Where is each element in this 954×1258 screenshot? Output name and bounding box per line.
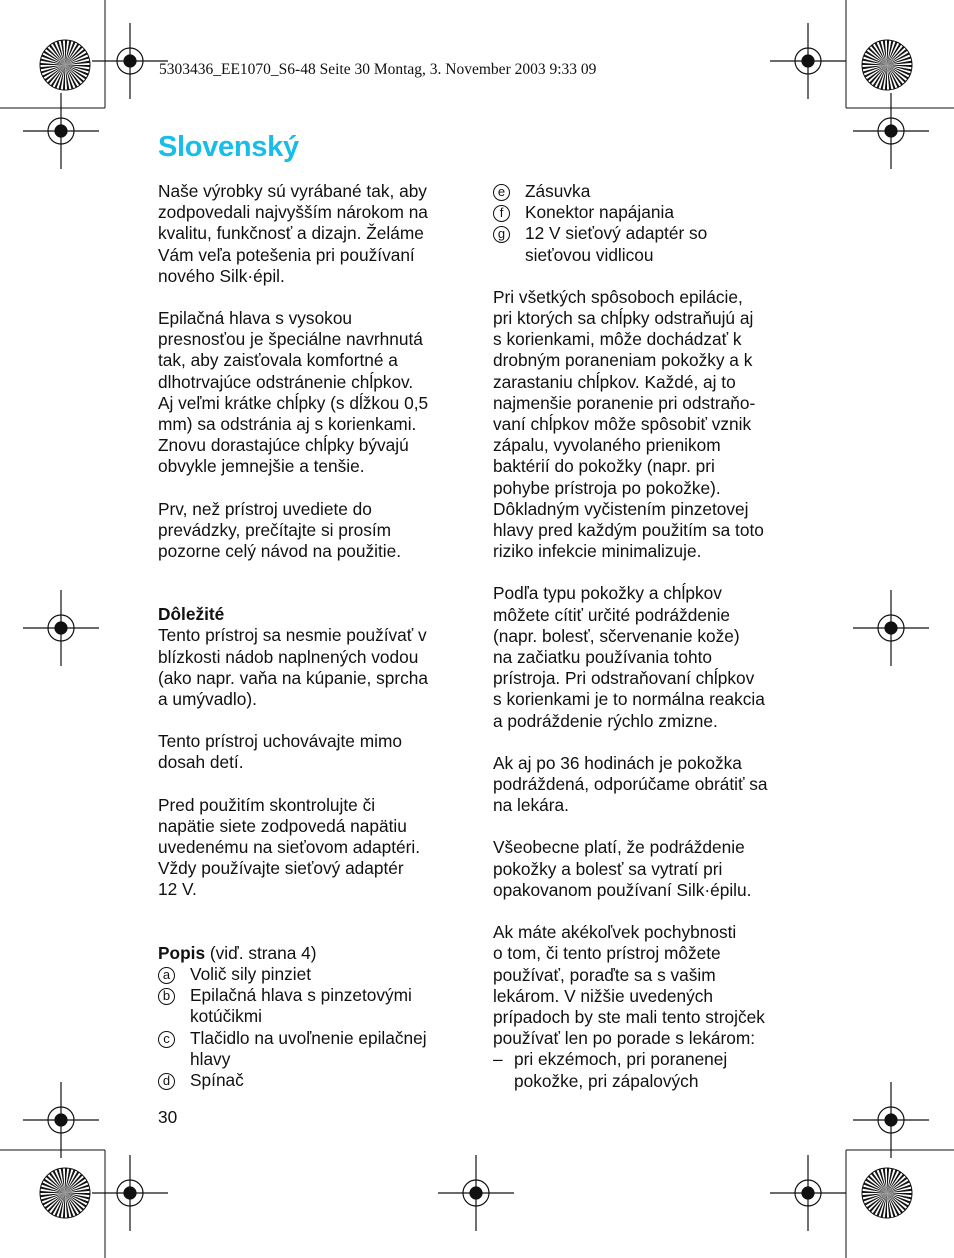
text-line: Ak máte akékoľvek pochybnosti [493,922,737,943]
dash-item-text [514,1049,793,1091]
description-item [493,223,793,265]
text-line: prevádzky, prečítajte si prosím [158,519,392,540]
print-slug: 5303436_EE1070_S6-48 Seite 30 Montag, 3. November 2003 9:33 09 [159,61,597,78]
doubts-paragraph [493,922,793,1049]
registration-mark [853,93,929,169]
item-text: Spínač [190,1069,244,1090]
text-line: zodpovedali najvyšším nárokom na [158,202,428,223]
text-line: Ak aj po 36 hodinách je pokožka [493,752,742,773]
item-letter-marker: e [493,184,510,201]
registration-mark [23,93,99,169]
text-line: kvalitu, funkčnosť a dizajn. Želáme [158,223,424,244]
text-line: a podráždenie rýchlo zmizne. [493,710,718,731]
text-line: baktérií do pokožky (napr. pri [493,456,715,477]
item-text: sieťovou vidlicou [525,244,654,265]
text-line: pokožky a bolesť sa vytratí pri [493,858,723,879]
description-heading-line [158,943,458,964]
description-item [158,985,458,1027]
item-text: Konektor napájania [525,202,674,223]
text-line: (napr. bolesť, sčervenanie kože) [493,625,740,646]
description-item [158,964,458,985]
description-item [493,202,793,223]
generally-paragraph [493,837,793,901]
text-line: na lekára. [493,795,569,816]
text-line: Prv, než prístroj uvediete do [158,498,372,519]
text-line: blízkosti nádob naplnených vodou [158,646,419,667]
text-line: Tento prístroj sa nesmie používať v [158,625,427,646]
text-line: Podľa typu pokožky a chĺpkov [493,583,722,604]
item-letter-marker: c [158,1031,175,1048]
text-line: dlhotrvajúce odstránenie chĺpkov. [158,371,414,392]
text-line: prístroja. Pri odstraňovaní chĺpkov [493,668,755,689]
item-letter-marker: d [158,1073,175,1090]
before-use-paragraph [158,499,458,563]
after-36h-paragraph [493,753,793,817]
text-line: Znovu dorastajúce chĺpky bývajú [158,435,409,456]
text-line: pokožke, pri zápalových [514,1070,699,1091]
item-text: Epilačná hlava s pinzetovými [190,985,412,1006]
registration-mark [23,590,99,666]
text-line: prípadoch by ste mali tento strojček [493,1006,765,1027]
children-warning [158,731,458,773]
description-item [493,181,793,202]
dash-list-item [493,1049,793,1091]
dash-symbol: – [493,1049,503,1070]
text-line: drobným poraneniam pokožky a k [493,350,753,371]
starburst-target [40,40,90,90]
registration-mark [23,1082,99,1158]
text-line: 12 V. [158,879,197,900]
important-heading: Dôležité [158,604,225,625]
starburst-target [862,40,912,90]
text-line: s korienkami je to normálna reakcia [493,689,765,710]
skin-irritation-paragraph [493,287,793,563]
text-line: opakovanom používaní Silk·épilu. [493,879,752,900]
text-line: riziko infekcie minimalizuje. [493,541,702,562]
text-line: (ako napr. vaňa na kúpanie, sprcha [158,667,428,688]
starburst-target [40,1168,90,1218]
epilation-head-paragraph [158,308,458,478]
text-line: Tento prístroj uchovávajte mimo [158,731,402,752]
text-line: Pri všetkých spôsoboch epilácie, [493,286,743,307]
text-line: používať, poraďte sa s vašim [493,964,716,985]
text-line: lekárom. V nižšie uvedených [493,985,713,1006]
text-line: napätie siete zodpovedá napätiu [158,815,407,836]
registration-mark [438,1155,514,1231]
item-letter-marker: b [158,988,175,1005]
text-line: presnosťou je špeciálne navrhnutá [158,329,423,350]
starburst-target [862,1168,912,1218]
text-line: pozorne celý návod na použitie. [158,541,402,562]
text-line: tak, aby zaisťovala komfortné a [158,350,398,371]
item-text: Zásuvka [525,181,591,201]
voltage-warning [158,795,458,901]
text-line: Dôkladným vyčistením pinzetovej [493,498,749,519]
item-text: 12 V sieťový adaptér so [525,223,708,244]
text-line: s korienkami, môže dochádzať k [493,329,742,350]
text-line: obvykle jemnejšie a tenšie. [158,456,365,477]
item-text: Volič sily pinziet [190,963,312,984]
registration-mark [92,23,168,99]
text-line: hlavy pred každým použitím sa toto [493,520,764,541]
left-column [158,181,458,1091]
text-line: pri ktorých sa chĺpky odstraňujú aj [493,308,754,329]
text-line: Vždy používajte sieťový adaptér [158,858,404,879]
water-warning [158,625,458,710]
text-line: zarastaniu chĺpkov. Každé, aj to [493,371,736,392]
text-line: môžete cítiť určité podráždenie [493,604,731,625]
registration-mark [853,1082,929,1158]
item-letter-marker: g [493,226,510,243]
description-item [158,1070,458,1091]
item-text: kotúčikmi [190,1006,263,1027]
text-line: nového Silk·épil. [158,265,285,286]
text-line: vaní chĺpkov môže spôsobiť vznik [493,414,752,435]
text-line: Aj veľmi krátke chĺpky (s dĺžkou 0,5 [158,392,429,413]
description-reference: (viď. strana 4) [205,942,317,963]
text-line: o tom, či tento prístroj môžete [493,943,721,964]
text-line: Naše výrobky sú vyrábané tak, aby [158,181,427,201]
page-number: 30 [158,1107,178,1127]
item-text: hlavy [190,1048,231,1069]
item-text: Tlačidlo na uvoľnenie epilačnej [190,1027,427,1048]
text-line: na začiatku používania tohto [493,647,713,668]
text-line: používať len po porade s lekárom: [493,1028,756,1049]
description-item [158,1028,458,1070]
text-line: Pred použitím skontrolujte či [158,794,376,815]
text-line: zápalu, vyvolaného prienikom [493,435,721,456]
text-line: mm) sa odstránia aj s korienkami. [158,414,417,435]
text-line: pri ekzémoch, pri poranenej [514,1049,728,1070]
text-line: Vám veľa potešenia pri používaní [158,244,415,265]
registration-mark [853,590,929,666]
description-list-right [493,181,793,266]
item-letter-marker: f [493,205,510,222]
intro-paragraph [158,181,458,287]
text-line: pohybe prístroja po pokožke). [493,477,721,498]
description-list-left [158,964,458,1091]
text-line: a umývadlo). [158,689,257,710]
item-letter-marker: a [158,967,175,984]
registration-mark [92,1155,168,1231]
skin-type-paragraph [493,583,793,731]
registration-mark [770,23,846,99]
page-title: Slovenský [158,131,299,163]
description-heading: Popis [158,942,206,963]
text-line: uvedenému na sieťovom adaptéri. [158,837,421,858]
right-column [493,181,793,1092]
text-line: dosah detí. [158,752,244,773]
text-line: najmenšie poranenie pri odstraňo- [493,392,756,413]
text-line: podráždená, odporúčame obrátiť sa [493,774,768,795]
text-line: Epilačná hlava s vysokou [158,308,353,329]
registration-mark [770,1155,846,1231]
text-line: Všeobecne platí, že podráždenie [493,837,745,858]
